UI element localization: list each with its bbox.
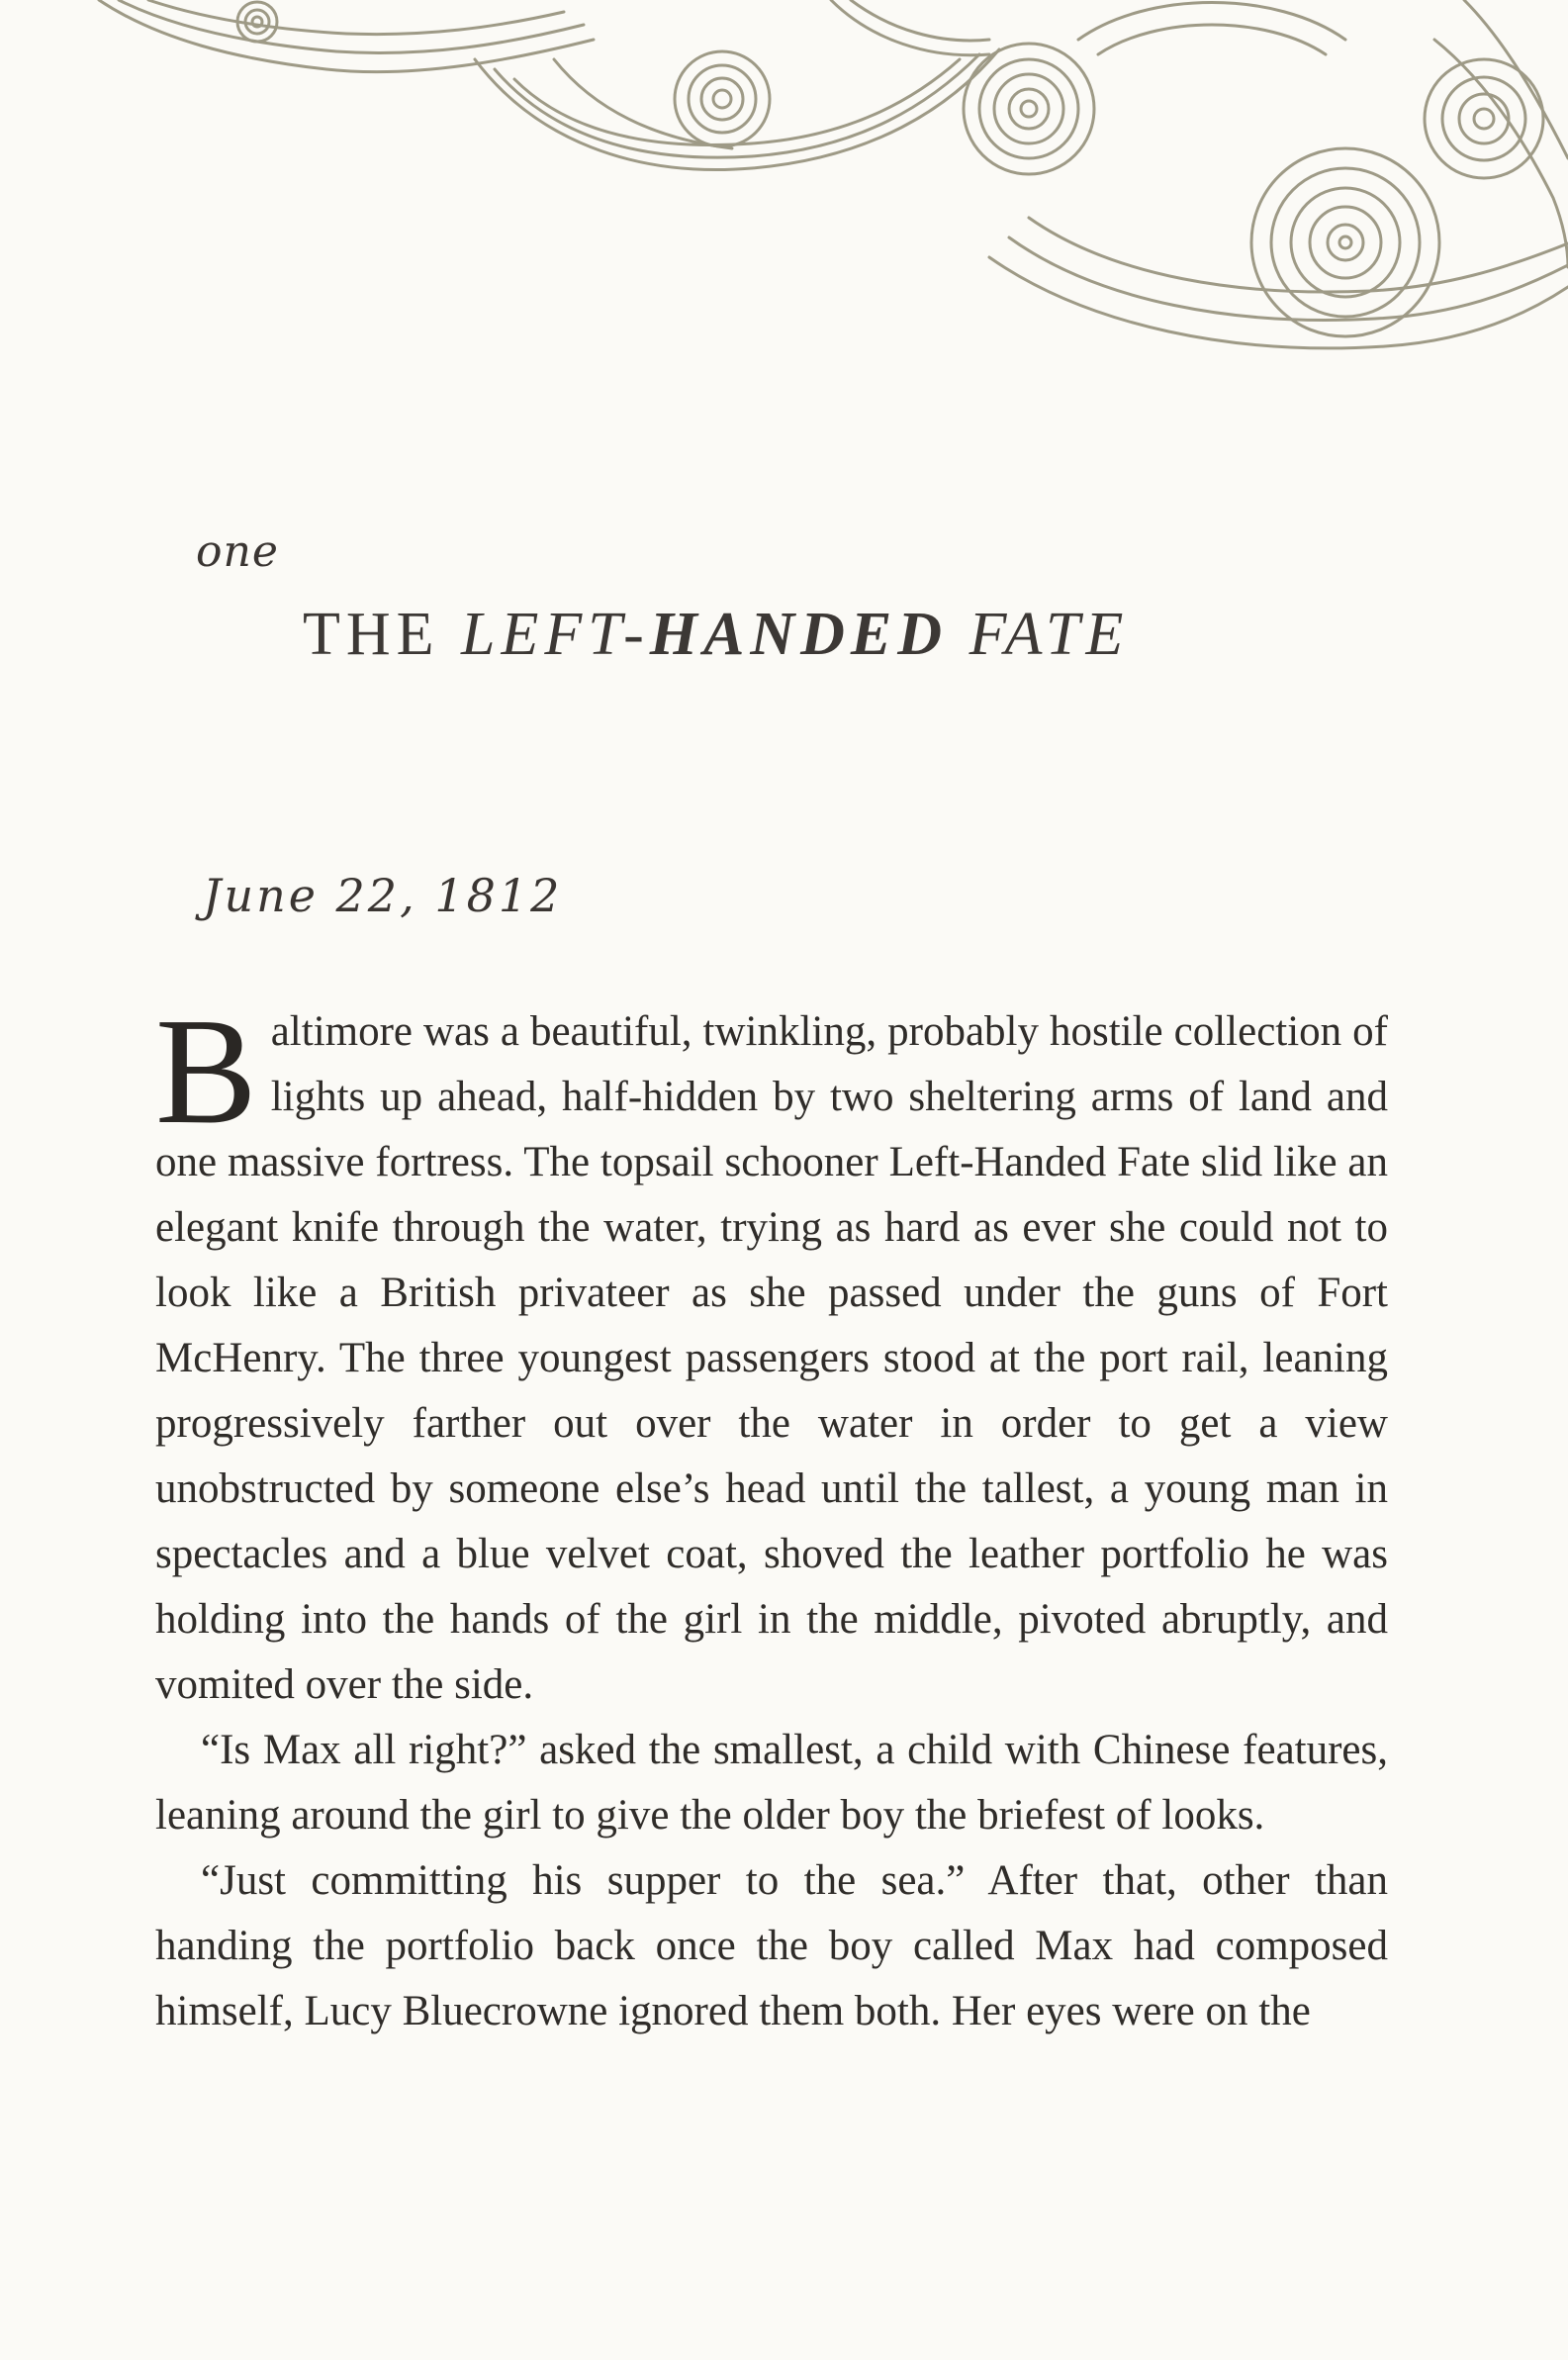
paragraph-3: “Just committing his supper to the sea.” After that, other than handing the portfolio back once the boy called Max had composed himself, Lucy Bluecrowne ignored them both. Her eyes were on the	[155, 1857, 1388, 2034]
chapter-date: June 22, 1812	[203, 869, 563, 922]
ship-name-part1: LEFT-	[461, 601, 650, 668]
drop-cap: B	[155, 988, 257, 1156]
paragraph-2: “Is Max all right?” asked the smallest, a child with Chinese features, leaning around the girl to give the older boy the briefest of looks.	[155, 1727, 1388, 1839]
chapter-number: one	[196, 526, 279, 577]
ship-name-part2: HANDED	[649, 601, 949, 668]
chapter-title-prefix: THE	[303, 601, 440, 668]
paragraph-1-text: altimore was a beautiful, twinkling, probably hostile collection of lights up ahead, half-hidden by two sheltering arms of land and one massive fortress. The topsail schooner Left-Handed Fate slid like an elegant knife through the water, trying as hard as ever she could not to look like a British privateer as she passed under the guns of Fort McHenry. The three youngest passengers stood at the port rail, leaning progressively farther out over the water in order to get a view unobstructed by someone else’s head until the tallest, a young man in spectacles and a blue velvet coat, shoved the leather portfolio he was holding into the hands of the girl in the middle, pivoted abruptly, and vomited over the side.	[155, 1008, 1388, 1708]
paragraph-1	[155, 988, 1388, 1718]
chapter-title	[303, 600, 1129, 670]
body-text	[155, 988, 1388, 2044]
ship-name-part3: FATE	[968, 601, 1130, 668]
decorative-swirl-border	[0, 0, 1568, 416]
